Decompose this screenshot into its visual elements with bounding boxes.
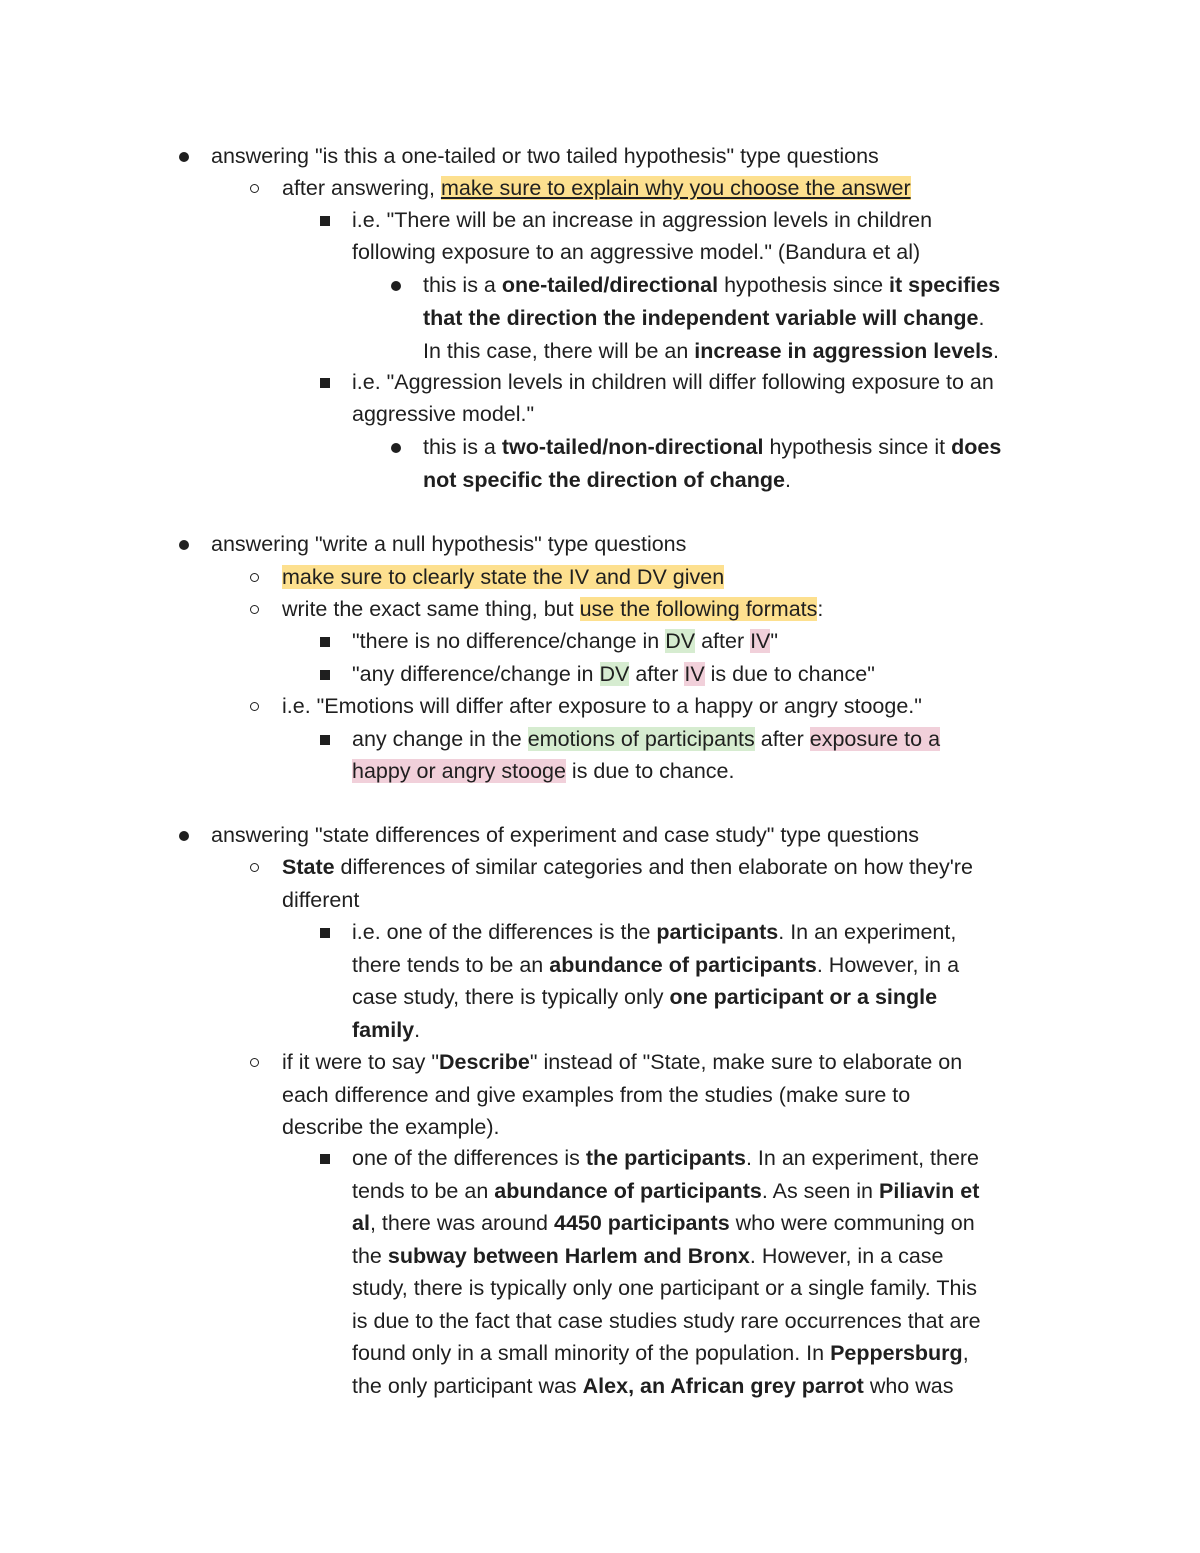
list-item-continuation: describe the example). (282, 1115, 500, 1139)
list-item (282, 561, 724, 594)
section-heading: answering "write a null hypothesis" type questions (211, 532, 687, 556)
bullet-circle-icon (250, 573, 259, 582)
list-item: after answering, make sure to explain why you choose the answer (282, 176, 911, 200)
list-item: if it were to say "Describe" instead of "State, make sure to elaborate on (282, 1050, 963, 1074)
list-item: "there is no difference/change in DV after IV" (352, 629, 779, 653)
bullet-circle-icon (250, 605, 259, 614)
bullet-square-icon (320, 670, 330, 680)
list-item-continuation: each difference and give examples from the studies (make sure to (282, 1083, 911, 1107)
highlight-text: make sure to clearly state the IV and DV given (282, 565, 725, 589)
bullet-circle-icon (250, 702, 259, 711)
list-item-continuation: that the direction the independent variable will change. (423, 306, 985, 330)
iv-highlight: exposure to a (809, 727, 941, 751)
list-item-continuation: there tends to be an abundance of participants. However, in a (352, 953, 960, 977)
list-item-continuation: aggressive model." (352, 402, 535, 426)
bullet-dot-icon (179, 540, 189, 550)
list-item-continuation: In this case, there will be an increase in aggression levels. (423, 339, 1000, 363)
bullet-circle-icon (250, 863, 259, 872)
list-item-continuation: study, there is typically only one participant or a single family. This (352, 1276, 977, 1300)
bullet-square-icon (320, 735, 330, 745)
list-item: i.e. "There will be an increase in aggression levels in children (352, 208, 933, 232)
iv-highlight: IV (684, 662, 705, 686)
list-item-continuation: is due to the fact that case studies study rare occurrences that are (352, 1309, 981, 1333)
list-item-continuation: case study, there is typically only one participant or a single (352, 985, 938, 1009)
list-item: any change in the emotions of participants after exposure to a (352, 727, 941, 751)
dv-highlight: DV (599, 662, 630, 686)
list-item: i.e. one of the differences is the participants. In an experiment, (352, 920, 957, 944)
dv-highlight: DV (665, 629, 696, 653)
section-heading: answering "state differences of experiment and case study" type questions (211, 823, 920, 847)
bullet-square-icon (320, 378, 330, 388)
list-item: i.e. "Emotions will differ after exposure to a happy or angry stooge." (282, 694, 922, 718)
list-item-continuation: the subway between Harlem and Bronx. However, in a case (352, 1244, 944, 1268)
list-item-continuation: al, there was around 4450 participants who were communing on (352, 1211, 975, 1235)
list-item: i.e. "Aggression levels in children will differ following exposure to an (352, 370, 994, 394)
list-item-continuation: tends to be an abundance of participants. As seen in Piliavin et (352, 1179, 980, 1203)
bullet-square-icon (320, 928, 330, 938)
bullet-square-icon (320, 637, 330, 647)
list-item: one of the differences is the participants. In an experiment, there (352, 1146, 980, 1170)
iv-highlight: happy or angry stooge (352, 759, 566, 783)
bullet-dot-icon (391, 281, 401, 291)
bullet-square-icon (320, 1154, 330, 1164)
list-item: State differences of similar categories and then elaborate on how they're (282, 855, 973, 879)
list-item: this is a one-tailed/directional hypothesis since it specifies (423, 273, 1001, 297)
list-item-continuation: following exposure to an aggressive model." (Bandura et al) (352, 240, 921, 264)
highlight-text: use the following formats (579, 597, 818, 621)
list-item: write the exact same thing, but use the following formats: (282, 597, 824, 621)
section-heading: answering "is this a one-tailed or two tailed hypothesis" type questions (211, 144, 879, 168)
list-item-continuation: happy or angry stooge is due to chance. (352, 759, 735, 783)
dv-highlight: emotions of participants (527, 727, 755, 751)
bullet-square-icon (320, 216, 330, 226)
highlight-text: make sure to explain why you choose the answer (440, 176, 911, 200)
bullet-dot-icon (179, 152, 189, 162)
list-item-continuation: the only participant was Alex, an African grey parrot who was (352, 1374, 954, 1398)
list-item-continuation: not specific the direction of change. (423, 468, 791, 492)
list-item: this is a two-tailed/non-directional hypothesis since it does (423, 435, 1002, 459)
iv-highlight: IV (750, 629, 771, 653)
bullet-circle-icon (250, 1058, 259, 1067)
bullet-dot-icon (391, 443, 401, 453)
list-item-continuation: family. (352, 1018, 421, 1042)
bullet-dot-icon (179, 831, 189, 841)
list-item-continuation: found only in a small minority of the population. In Peppersburg, (352, 1341, 969, 1365)
list-item-continuation: different (282, 888, 360, 912)
list-item: "any difference/change in DV after IV is due to chance" (352, 662, 875, 686)
bullet-circle-icon (250, 184, 259, 193)
